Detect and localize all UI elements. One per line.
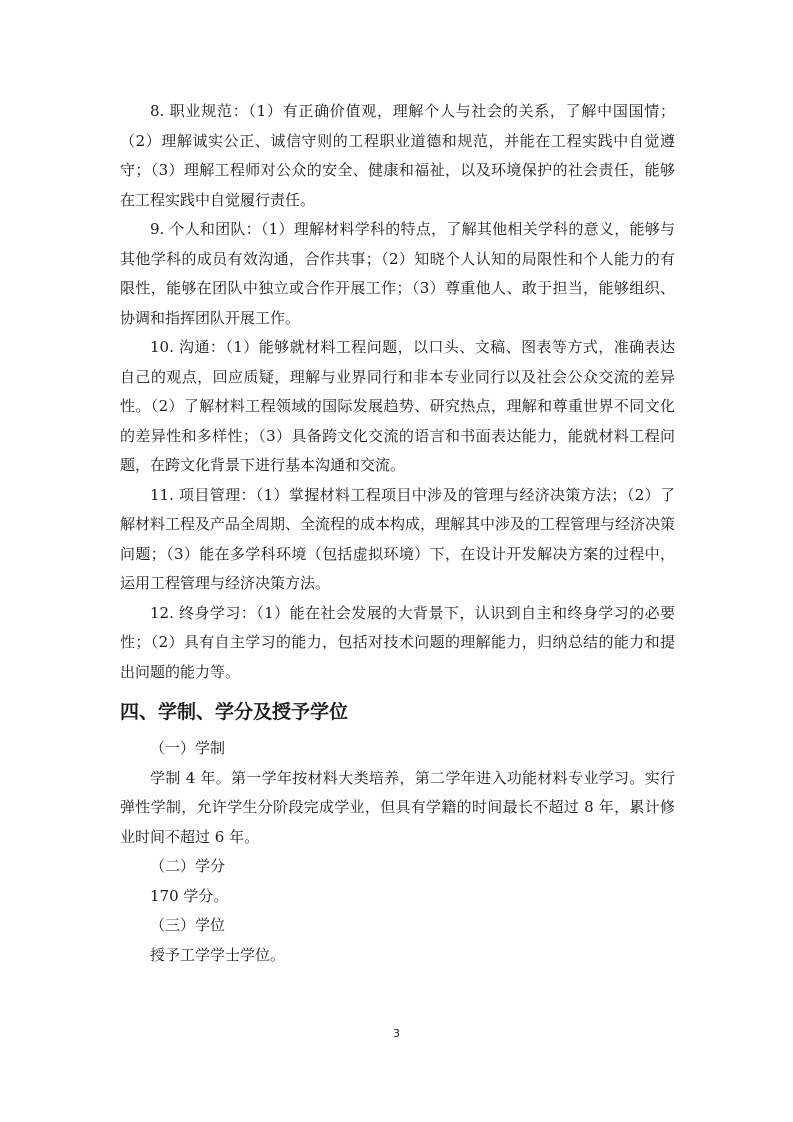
paragraph-project-management: 11. 项目管理：（1）掌握材料工程项目中涉及的管理与经济决策方法；（2）了解材料工程及产品全周期、全流程的成本构成，理解其中涉及的工程管理与经济决策问题；（3）能在多学科环境（包括虚拟环境）下，在设计开发解决方案的过程中，运用工程管理与经济决策方法。 bbox=[120, 485, 676, 592]
paragraph-communication: 10. 沟通：（1）能够就材料工程问题，以口头、文稿、图表等方式，准确表达自己的观点，回应质疑，理解与业界同行和非本专业同行以及社会公众交流的差异性。（2）了解材料工程领域的国际发展趋势、研究热点，理解和尊重世界不同文化的差异性和多样性；（3）具备跨文化交流的语言和书面表达能力，能就材料工程问题，在跨文化背景下进行基本沟通和交流。 bbox=[120, 338, 675, 474]
subsection-text-credits: 170 学分。 bbox=[150, 886, 229, 905]
subsection-title-credits: （二）学分 bbox=[150, 857, 226, 875]
paragraph-lifelong-learning: 12. 终身学习：（1）能在社会发展的大背景下，认识到自主和终身学习的必要性；（2）具有自主学习的能力，包括对技术问题的理解能力，归纳总结的能力和提出问题的能力等。 bbox=[120, 603, 675, 681]
section-heading: 四、学制、学分及授予学位 bbox=[120, 701, 349, 723]
paragraph-professional-norms: 8. 职业规范：（1）有正确价值观，理解个人与社会的关系，了解中国国情；（2）理解诚实公正、诚信守则的工程职业道德和规范，并能在工程实践中自觉遵守；（3）理解工程师对公众的安全、健康和福祉，以及环境保护的社会责任，能够在工程实践中自觉履行责任。 bbox=[120, 102, 675, 209]
subsection-title-degree: （三）学位 bbox=[150, 916, 226, 934]
page-number: 3 bbox=[393, 1027, 400, 1040]
subsection-title-duration: （一）学制 bbox=[150, 739, 226, 757]
paragraph-individual-team: 9. 个人和团队：（1）理解材料学科的特点，了解其他相关学科的意义，能够与其他学科的成员有效沟通，合作共事；（2）知晓个人认知的局限性和个人能力的有限性，能够在团队中独立或合作开展工作；（3）尊重他人、敢于担当，能够组织、协调和指挥团队开展工作。 bbox=[120, 220, 675, 327]
page-body bbox=[120, 97, 675, 970]
subsection-text-degree: 授予工学学士学位。 bbox=[150, 945, 286, 964]
subsection-text-duration: 学制 4 年。第一学年按材料大类培养，第二学年进入功能材料专业学习。实行弹性学制，允许学生分阶段完成学业，但具有学籍的时间最长不超过 8 年，累计修业时间不超过 6 年。 bbox=[120, 768, 675, 846]
